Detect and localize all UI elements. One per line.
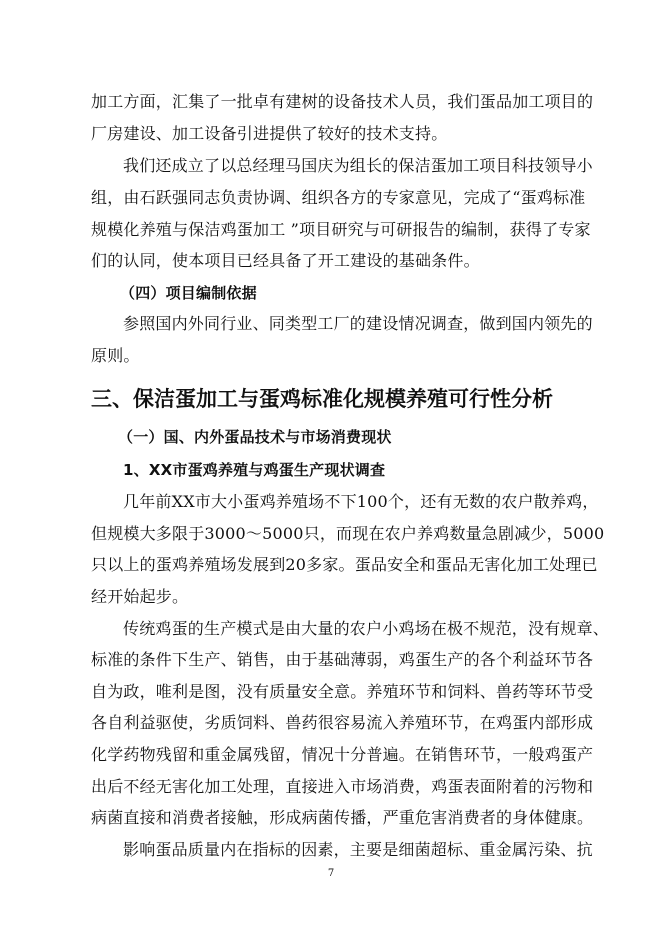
paragraph-line: 只以上的蛋鸡养殖场发展到20多家。蛋品安全和蛋品无害化加工处理已 [91,555,598,574]
paragraph-line: 传统鸡蛋的生产模式是由大量的农户小鸡场在极不规范，没有规章、 [123,619,610,638]
subsubsection-heading: 1、XX市蛋鸡养殖与鸡蛋生产现状调查 [123,461,386,479]
paragraph-line: 出后不经无害化加工处理，直接进入市场消费，鸡蛋表面附着的污物和 [91,777,594,796]
subsection-heading: （一）国、内外蛋品技术与市场消费现状 [118,428,392,446]
page-number: 7 [327,868,335,879]
paragraph-line: 几年前XX市大小蛋鸡养殖场不下100个，还有无数的农户散养鸡， [123,492,599,511]
paragraph-line: 各自利益驱使，劣质饲料、兽药很容易流入养殖环节，在鸡蛋内部形成 [91,713,594,732]
paragraph-line: 规模化养殖与保洁鸡蛋加工 ”项目研究与可研报告的编制，获得了专家 [91,220,591,239]
paragraph-line: 厂房建设、加工设备引进提供了较好的技术支持。 [91,124,448,143]
paragraph-line: 化学药物残留和重金属残留，情况十分普遍。在销售环节，一般鸡蛋产 [91,745,594,764]
paragraph-line: 我们还成立了以总经理马国庆为组长的保洁蛋加工项目科技领导小 [123,156,593,175]
section-heading: 三、保洁蛋加工与蛋鸡标准化规模养殖可行性分析 [91,387,553,411]
paragraph-line: 们的认同，使本项目已经具备了开工建设的基础条件。 [91,251,480,270]
paragraph-line: 加工方面，汇集了一批卓有建树的设备技术人员，我们蛋品加工项目的 [91,92,594,111]
paragraph-line: 组，由石跃强同志负责协调、组织各方的专家意见，完成了“蛋鸡标准 [91,188,586,207]
paragraph-line: 影响蛋品质量内在指标的因素，主要是细菌超标、重金属污染、抗 [123,840,593,859]
paragraph-line: 经开始起步。 [91,587,189,606]
paragraph-line: 原则。 [91,346,140,365]
subsection-heading: （四）项目编制依据 [120,284,257,302]
paragraph-line: 但规模大多限于3000～5000只，而现在农户养鸡数量急剧减少，5000 [91,524,605,543]
paragraph-line: 病菌直接和消费者接触，形成病菌传播，严重危害消费者的身体健康。 [91,808,594,827]
paragraph-line: 自为政，唯利是图，没有质量安全意。养殖环节和饲料、兽药等环节受 [91,682,594,701]
paragraph-line: 参照国内外同行业、同类型工厂的建设情况调查，做到国内领先的 [123,314,593,333]
paragraph-line: 标准的条件下生产、销售，由于基础薄弱，鸡蛋生产的各个利益环节各 [91,650,594,669]
